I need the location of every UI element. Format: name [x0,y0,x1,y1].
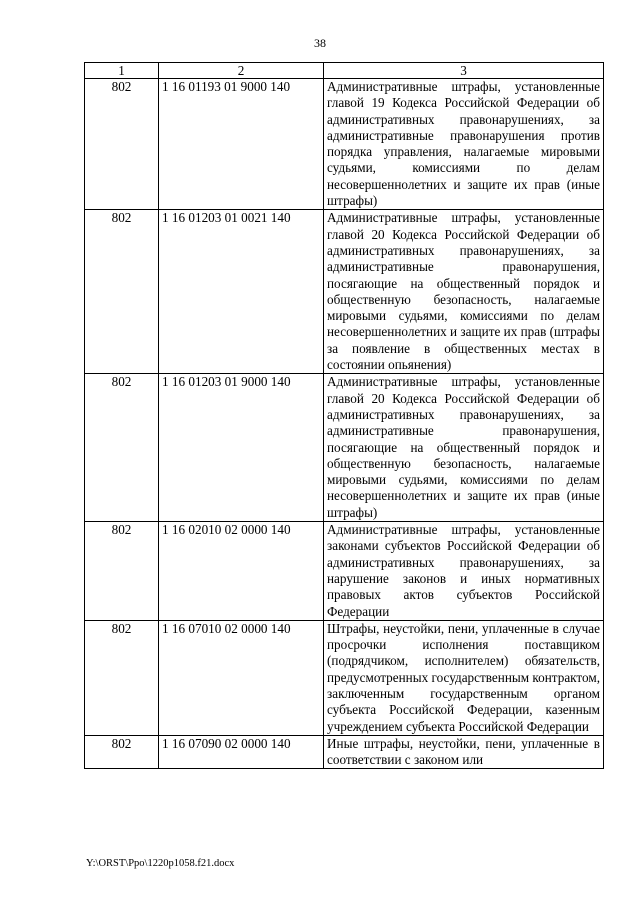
kbk-code-cell: 1 16 07090 02 0000 140 [159,735,324,769]
kbk-code-cell: 1 16 02010 02 0000 140 [159,522,324,621]
kbk-code-cell: 1 16 01203 01 0021 140 [159,210,324,374]
description-cell: Административные штрафы, установленные главой 20 Кодекса Российской Федерации об административных правонарушениях, за административные правонарушения, посягающие на общественный порядок и общественную безопасность, налагаемые мировыми судьями, комиссиями по делам несовершеннолетних и защите их прав (иные штрафы) [324,374,604,522]
table-row [85,79,604,210]
admin-code-cell: 802 [85,210,159,374]
description-cell: Административные штрафы, установленные главой 20 Кодекса Российской Федерации об административных правонарушениях, за административные правонарушения, посягающие на общественный порядок и общественную безопасность, налагаемые мировыми судьями, комиссиями по делам несовершеннолетних и защите их прав (штрафы за появление в общественных местах в состоянии опьянения) [324,210,604,374]
admin-code-cell: 802 [85,735,159,769]
table-row [85,210,604,374]
description-cell: Административные штрафы, установленные законами субъектов Российской Федерации об административных правонарушениях, за нарушение законов и иных нормативных правовых актов субъектов Российской Федерации [324,522,604,621]
table-row [85,522,604,621]
kbk-code-cell: 1 16 01203 01 9000 140 [159,374,324,522]
page-number: 38 [314,36,326,50]
admin-code-cell: 802 [85,374,159,522]
admin-code-cell: 802 [85,522,159,621]
table-row [85,620,604,735]
footer-file-path: Y:\ORST\Ppo\1220p1058.f21.docx [86,858,235,869]
header-col-2: 2 [159,63,324,79]
kbk-code-cell: 1 16 07010 02 0000 140 [159,620,324,735]
table-row [85,374,604,522]
admin-code-cell: 802 [85,620,159,735]
description-cell: Иные штрафы, неустойки, пени, уплаченные в соответствии с законом или [324,735,604,769]
description-cell: Штрафы, неустойки, пени, уплаченные в случае просрочки исполнения поставщиком (подрядчиком, исполнителем) обязательств, предусмотренных государственным контрактом, заключенным государственным органом субъекта Российской Федерации, казенным учреждением субъекта Российской Федерации [324,620,604,735]
table-header-row [85,63,604,79]
description-cell: Административные штрафы, установленные главой 19 Кодекса Российской Федерации об административных правонарушениях, за административные правонарушения против порядка управления, налагаемые мировыми судьями, комиссиями по делам несовершеннолетних и защите их прав (иные штрафы) [324,79,604,210]
table-row [85,735,604,769]
kbk-code-cell: 1 16 01193 01 9000 140 [159,79,324,210]
revenue-codes-table [84,62,604,769]
header-col-1: 1 [85,63,159,79]
header-col-3: 3 [324,63,604,79]
admin-code-cell: 802 [85,79,159,210]
